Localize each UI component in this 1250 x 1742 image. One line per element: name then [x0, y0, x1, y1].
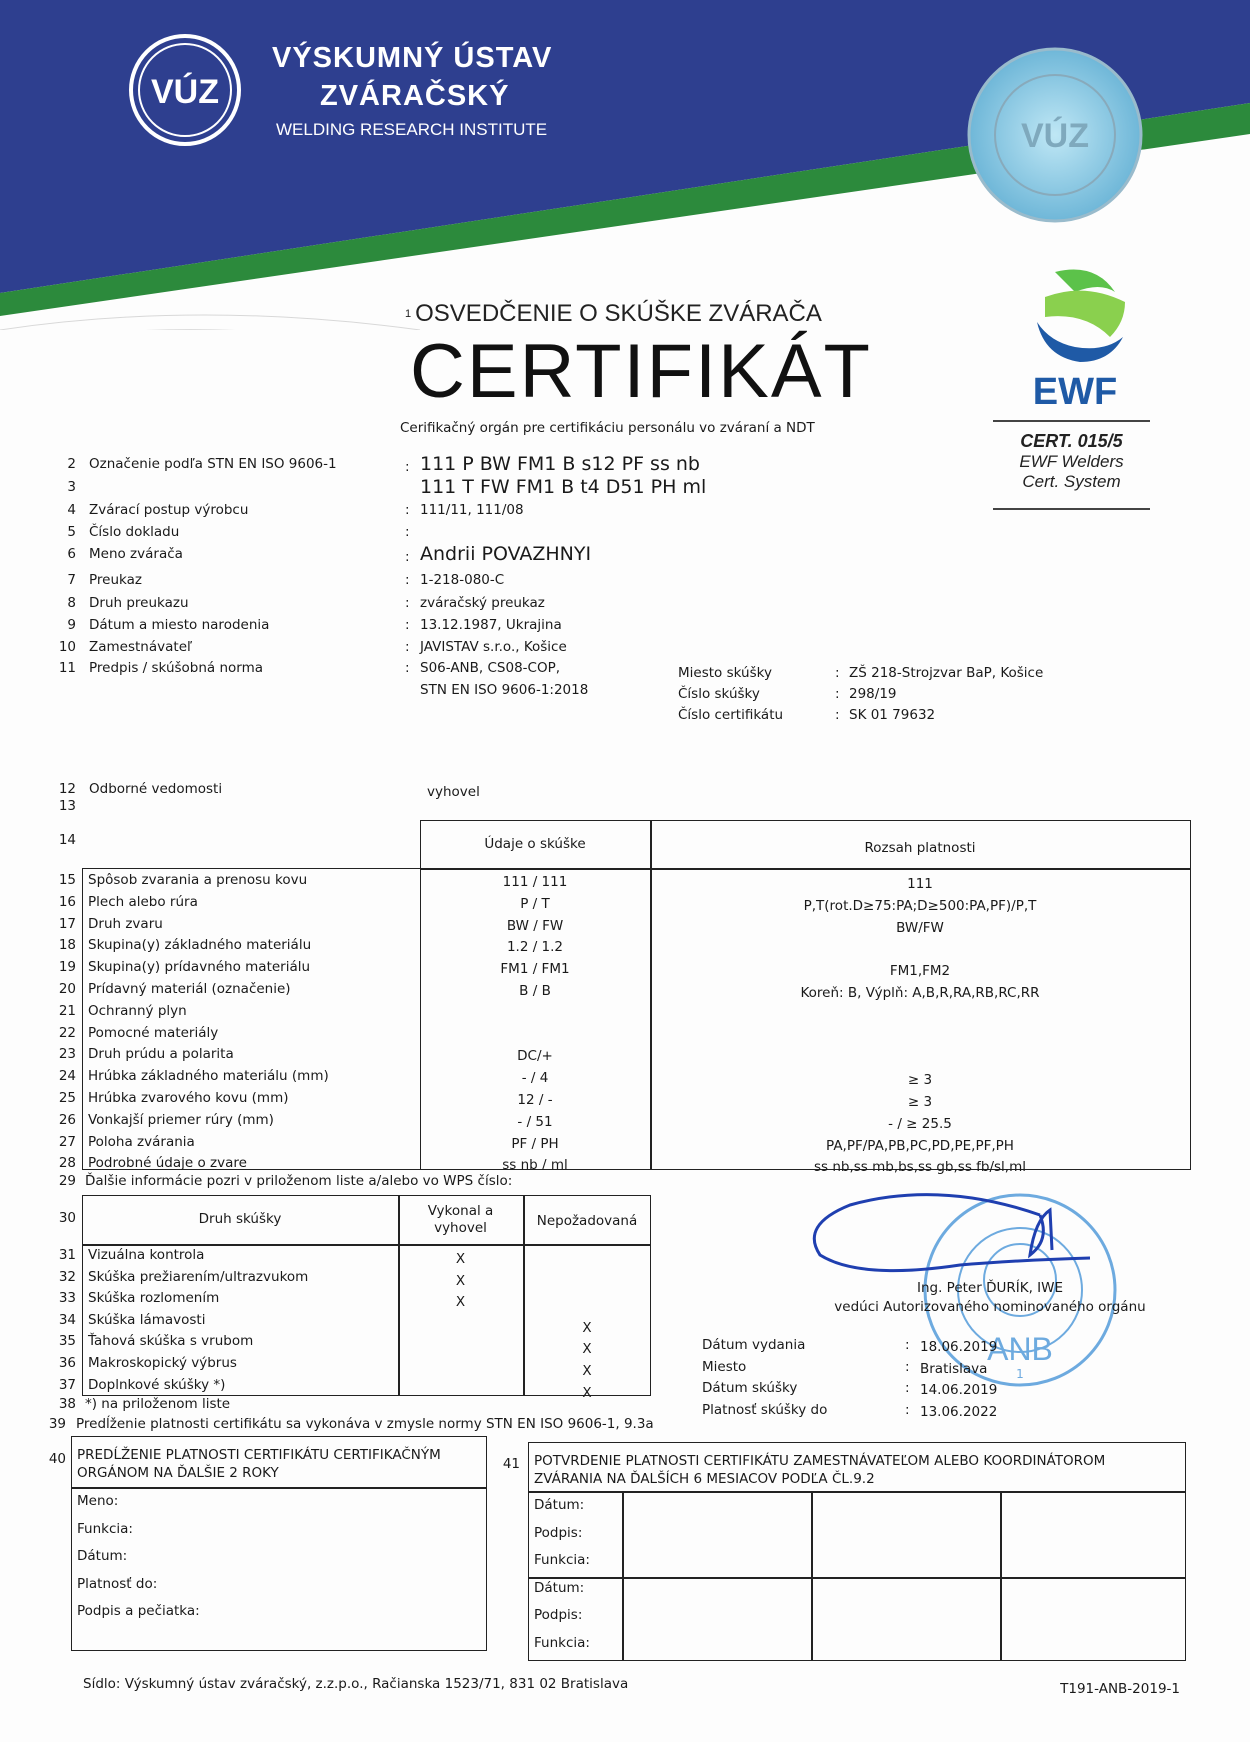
test-type-label: Ťahová skúška s vrubom [88, 1333, 254, 1350]
test-data-value: P / T [520, 895, 550, 912]
test-data-value: FM1 / FM1 [500, 961, 570, 978]
range-row-label: Spôsob zvarania a prenosu kovu [88, 872, 308, 888]
not-required-mark: X [582, 1363, 592, 1379]
test-data-value: 1.2 / 1.2 [506, 939, 564, 956]
validity-range-value: BW/FW [896, 919, 944, 936]
field-number: 30 [58, 1210, 76, 1226]
confirmation-title-line2: ZVÁRANIA NA ĎALŠÍCH 6 MESIACOV PODĽA ČL.9.2 [534, 1471, 875, 1487]
field-number: 34 [58, 1311, 76, 1328]
ewf-cert-line2: EWF Welders [1019, 452, 1124, 471]
date-label: Platnosť skúšky do [702, 1401, 828, 1418]
validity-range-value: - / ≥ 25.5 [888, 1115, 952, 1132]
not-required-mark: X [582, 1341, 592, 1358]
not-required-mark: X [582, 1384, 592, 1401]
field-label: Dátum a miesto narodenia [89, 617, 270, 633]
range-row-label: Hrúbka základného materiálu (mm) [88, 1068, 329, 1085]
exam-info-value: ZŠ 218-Strojzvar BaP, Košice [849, 665, 1044, 681]
extension-title-line2: ORGÁNOM NA ĎALŠIE 2 ROKY [77, 1465, 279, 1481]
test-type-label: Skúška prežiarením/ultrazvukom [88, 1268, 309, 1285]
confirmation-field-label: Funkcia: [534, 1552, 590, 1569]
field-label: Druh preukazu [89, 595, 189, 611]
stamp-number: 1 [1016, 1367, 1024, 1381]
field-label: Meno zvárača [89, 546, 183, 562]
confirmation-title-line1: POTVRDENIE PLATNOSTI CERTIFIKÁTU ZAMESTNÁVATEĽOM ALEBO KOORDINÁTOROM [534, 1453, 1106, 1469]
colon: : [405, 595, 410, 611]
extension-field-label: Meno: [77, 1493, 119, 1509]
validity-range-value: ≥ 3 [907, 1072, 933, 1089]
stamp-center: ANB [987, 1331, 1053, 1367]
field-label: Zvárací postup výrobcu [89, 502, 249, 518]
org-name-english: WELDING RESEARCH INSTITUTE [276, 120, 548, 139]
colon: : [405, 660, 410, 676]
field-number: 17 [58, 915, 76, 932]
field-value: zváračský preukaz [420, 595, 545, 611]
passed-mark: X [455, 1251, 466, 1267]
range-row-label: Hrúbka zvarového kovu (mm) [88, 1090, 289, 1106]
validity-range-value: ≥ 3 [907, 1094, 933, 1110]
range-row-label: Druh prúdu a polarita [88, 1046, 234, 1063]
field-number: 12 [58, 781, 76, 797]
colon: : [905, 1337, 910, 1353]
field-label: Zamestnávateľ [89, 639, 193, 655]
ewf-cert-number: CERT. 015/5 [1020, 431, 1123, 451]
field-label: Preukaz [89, 572, 142, 588]
field-number: 3 [67, 479, 76, 495]
range-row-label: Vonkajší priemer rúry (mm) [88, 1111, 274, 1128]
field-number: 23 [58, 1046, 76, 1063]
field-label: Číslo dokladu [89, 524, 180, 540]
note-38: *) na priloženom liste [85, 1396, 231, 1412]
validity-range-value: ss nb,ss mb,bs,ss gb,ss fb/sl,ml [813, 1159, 1027, 1176]
date-value: Bratislava [920, 1360, 988, 1377]
logo-text: VÚZ [151, 73, 219, 111]
range-row-label: Podrobné údaje o zvare [88, 1155, 247, 1172]
test-data-value: - / 4 [521, 1070, 549, 1087]
field-number: 20 [58, 981, 76, 997]
field-number: 37 [58, 1376, 76, 1393]
validity-range-value: Koreň: B, Výplň: A,B,R,RA,RB,RC,RR [800, 985, 1040, 1001]
colon: : [405, 572, 410, 588]
colon: : [405, 459, 410, 475]
colon: : [405, 549, 410, 565]
confirmation-field-label: Podpis: [534, 1607, 583, 1624]
test-data-value: 111 / 111 [502, 874, 568, 890]
colon: : [835, 707, 840, 723]
ewf-cert-box [993, 420, 1150, 510]
not-required-mark: X [582, 1319, 592, 1336]
document-code: T191-ANB-2019-1 [1060, 1681, 1180, 1697]
test-type-label: Vizuálna kontrola [88, 1247, 205, 1263]
range-row-label: Skupina(y) základného materiálu [88, 937, 312, 954]
field-number: 10 [58, 639, 76, 655]
field-number: 11 [58, 660, 76, 676]
org-name-line2: ZVÁRAČSKÝ [320, 80, 510, 112]
page-title: CERTIFIKÁT [410, 329, 872, 414]
field-number: 39 [48, 1416, 66, 1432]
col-header-passed: Vykonal a vyhovel [427, 1203, 494, 1236]
confirmation-field-label: Funkcia: [534, 1635, 590, 1651]
field-number: 22 [58, 1024, 76, 1041]
passed-mark: X [455, 1272, 466, 1289]
ewf-cert-line3: Cert. System [1022, 472, 1121, 491]
exam-info-label: Číslo certifikátu [678, 707, 784, 723]
extension-field-label: Funkcia: [77, 1520, 133, 1537]
field-number: 28 [58, 1155, 76, 1172]
test-type-label: Skúška lámavosti [88, 1311, 206, 1328]
field-number: 38 [58, 1396, 76, 1412]
exam-info-value: SK 01 79632 [849, 707, 936, 723]
field-value: 111 T FW FM1 B t4 D51 PH ml [420, 476, 707, 498]
extension-field-label: Platnosť do: [77, 1575, 158, 1592]
signatory-name: Ing. Peter ĎURÍK, IWE [916, 1280, 1064, 1296]
test-data-value: ss nb / ml [502, 1157, 568, 1174]
field-label: Predpis / skúšobná norma [89, 660, 264, 676]
colon: : [405, 639, 410, 655]
test-type-label: Skúška rozlomením [88, 1290, 220, 1307]
field-number: 27 [58, 1133, 76, 1150]
col-header-not-required: Nepožadovaná [536, 1213, 638, 1229]
field-number: 9 [67, 617, 76, 633]
col-header-test-data: Údaje o skúške [484, 836, 586, 852]
exam-info-value: 298/19 [849, 686, 897, 702]
extension-title-line1: PREDĹŽENIE PLATNOSTI CERTIFIKÁTU CERTIFIKAČNÝM [77, 1447, 441, 1463]
field-number: 29 [58, 1173, 76, 1189]
validity-range-value: PA,PF/PA,PB,PC,PD,PE,PF,PH [826, 1137, 1014, 1154]
date-value: 18.06.2019 [920, 1339, 998, 1355]
test-data-value: - / 51 [517, 1113, 553, 1130]
col-header-validity-range: Rozsah platnosti [864, 840, 976, 856]
range-row-label: Skupina(y) prídavného materiálu [88, 959, 311, 976]
field-value: 13.12.1987, Ukrajina [420, 617, 562, 633]
colon: : [405, 617, 410, 633]
test-data-value: 12 / - [517, 1092, 553, 1108]
colon: : [405, 524, 410, 540]
field-number: 35 [58, 1333, 76, 1350]
colon: : [835, 686, 840, 702]
field-number: 13 [58, 798, 76, 814]
field-number: 7 [67, 572, 76, 588]
exam-info-label: Číslo skúšky [678, 686, 760, 702]
footer-address: Sídlo: Výskumný ústav zváračský, z.z.p.o., Račianska 1523/71, 831 02 Bratislava [83, 1676, 629, 1692]
knowledge-value: vyhovel [427, 784, 480, 800]
field-number: 24 [58, 1068, 76, 1085]
signature [814, 1195, 1090, 1271]
field-number: 26 [58, 1111, 76, 1128]
colon: : [905, 1358, 910, 1375]
field-number: 1 [405, 308, 412, 320]
test-data-value: B / B [519, 983, 551, 999]
field-number: 32 [58, 1268, 76, 1285]
hologram-seal [965, 45, 1145, 225]
test-type-label: Makroskopický výbrus [88, 1355, 237, 1371]
range-row-label: Prídavný materiál (označenie) [88, 981, 291, 997]
field-number: 4 [67, 502, 76, 518]
field-value: JAVISTAV s.r.o., Košice [420, 639, 567, 655]
field-value: 111/11, 111/08 [420, 502, 524, 518]
col-header-test-type: Druh skúšky [198, 1211, 282, 1227]
range-row-label: Druh zvaru [88, 915, 163, 932]
note-29: Ďalšie informácie pozri v priloženom liste a/alebo vo WPS číslo: [85, 1173, 513, 1189]
field-number: 18 [58, 937, 76, 954]
field-number: 31 [58, 1247, 76, 1263]
passed-mark: X [455, 1294, 466, 1311]
confirmation-field-label: Podpis: [534, 1524, 583, 1541]
field-number: 33 [58, 1290, 76, 1307]
field-number: 36 [58, 1355, 76, 1371]
extension-field-label: Podpis a pečiatka: [77, 1603, 200, 1619]
field-number: 6 [67, 546, 76, 562]
field-number: 2 [67, 456, 76, 472]
range-row-label: Ochranný plyn [88, 1002, 187, 1019]
field-value: 111 P BW FM1 B s12 PF ss nb [420, 453, 700, 475]
vuz-logo [128, 33, 242, 147]
field-value: S06-ANB, CS08-COP, [420, 660, 561, 676]
validity-range-value: FM1,FM2 [889, 963, 951, 980]
test-data-value: BW / FW [506, 917, 564, 934]
field-number: 40 [48, 1451, 66, 1467]
field-number: 15 [58, 872, 76, 888]
field-number: 25 [58, 1090, 76, 1106]
field-value: Andrii POVAZHNYI [420, 543, 592, 565]
ewf-logo [1015, 262, 1135, 412]
colon: : [905, 1401, 910, 1418]
test-data-value: PF / PH [511, 1135, 559, 1152]
field-number: 14 [58, 832, 76, 848]
date-label: Dátum skúšky [702, 1380, 798, 1396]
range-row-label: Poloha zvárania [88, 1133, 195, 1150]
date-value: 13.06.2022 [920, 1403, 998, 1420]
field-value-cont: STN EN ISO 9606-1:2018 [420, 682, 589, 698]
knowledge-label: Odborné vedomosti [89, 781, 223, 797]
field-number: 21 [58, 1002, 76, 1019]
range-row-label: Plech alebo rúra [88, 893, 198, 910]
signatory-role: vedúci Autorizovaného nominovaného orgánu [834, 1299, 1146, 1315]
confirmation-field-label: Dátum: [534, 1579, 585, 1596]
field-number: 16 [58, 893, 76, 910]
field-number: 8 [67, 595, 76, 611]
validity-range-value: P,T(rot.D≥75:PA;D≥500:PA,PF)/P,T [803, 897, 1037, 914]
date-label: Miesto [702, 1358, 747, 1375]
field-number: 19 [58, 959, 76, 976]
field-number: 5 [67, 524, 76, 540]
range-row-label: Pomocné materiály [88, 1024, 219, 1041]
extension-field-label: Dátum: [77, 1548, 128, 1564]
colon: : [405, 502, 410, 518]
field-value: 1-218-080-C [420, 572, 505, 588]
colon: : [835, 665, 840, 681]
org-name-line1: VÝSKUMNÝ ÚSTAV [272, 42, 553, 74]
certificate-subtitle-heading [405, 300, 822, 328]
certification-body-note: Cerifikačný orgán pre certifikáciu personálu vo zváraní a NDT [400, 420, 815, 436]
note-39: Predĺženie platnosti certifikátu sa vykonáva v zmysle normy STN EN ISO 9606-1, 9.3a [76, 1416, 654, 1432]
ewf-logo-text: EWF [1032, 371, 1118, 412]
validity-range-value: 111 [907, 876, 933, 892]
test-type-label: Doplnkové skúšky *) [88, 1376, 226, 1393]
date-value: 14.06.2019 [920, 1382, 998, 1398]
date-label: Dátum vydania [702, 1337, 806, 1353]
exam-info-label: Miesto skúšky [678, 665, 772, 681]
field-label: Označenie podľa STN EN ISO 9606-1 [89, 456, 337, 472]
field-number: 41 [502, 1456, 520, 1472]
confirmation-field-label: Dátum: [534, 1497, 585, 1513]
test-data-value: DC/+ [517, 1048, 553, 1065]
svg-text:VÚZ: VÚZ [1021, 117, 1089, 155]
colon: : [905, 1380, 910, 1396]
heading-text: OSVEDČENIE O SKÚŠKE ZVÁRAČA [415, 300, 822, 327]
